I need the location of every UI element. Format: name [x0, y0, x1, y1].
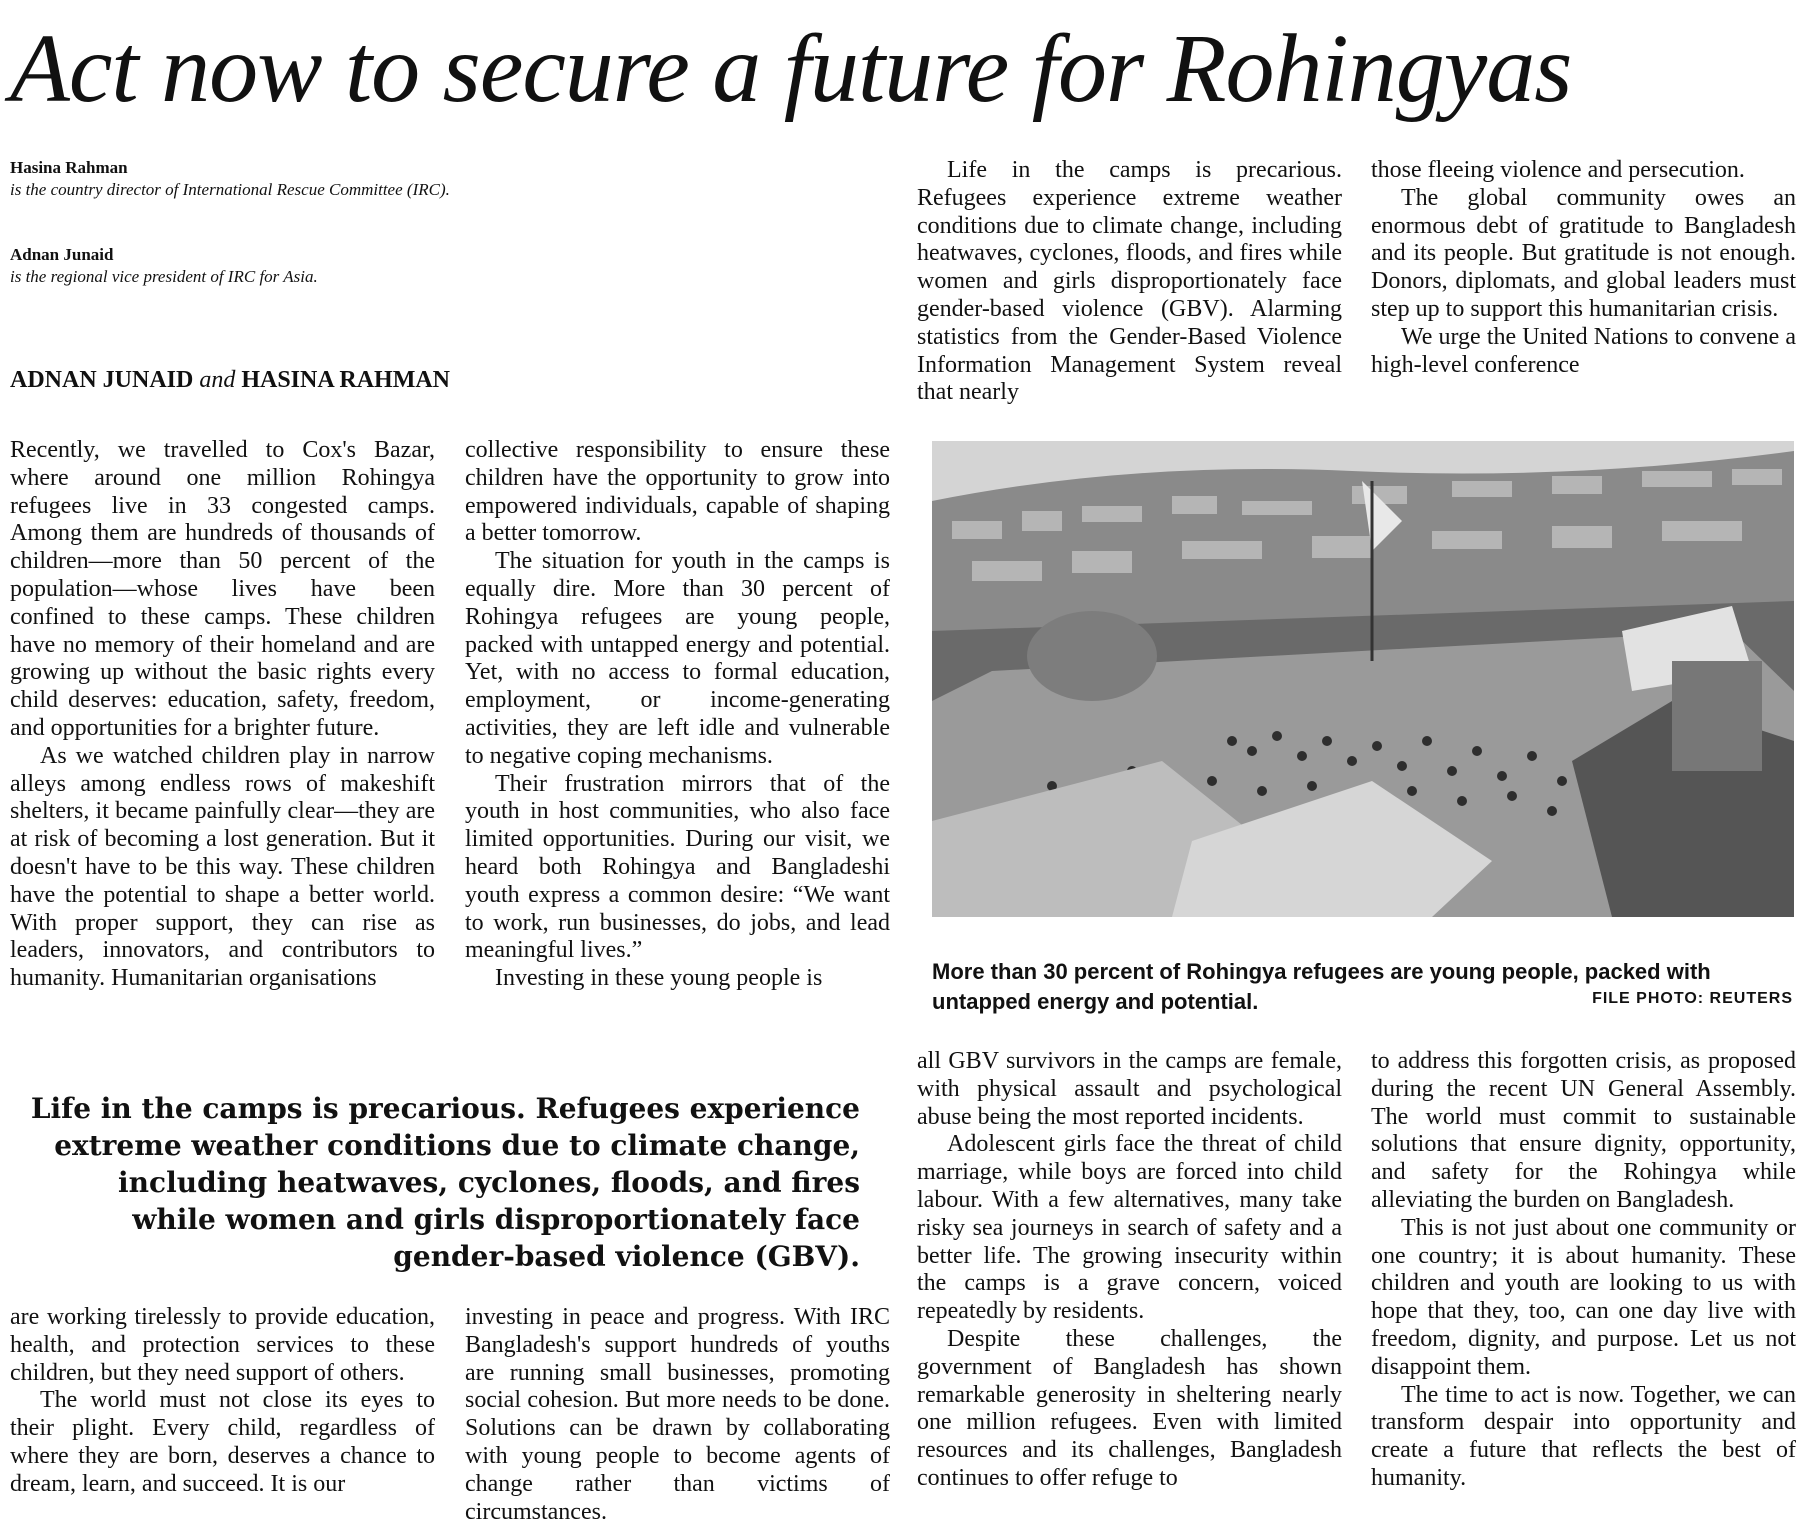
paragraph: Adolescent girls face the threat of child marriage, while boys are forced into child labour. With a few alternatives, many take risky sea journeys in search of safety and a better life. The growing insecurity within the camps is a grave concern, voiced repeatedly by residents. — [917, 1131, 1342, 1325]
article-column-3-top — [917, 157, 1342, 409]
byline-author-1: ADNAN JUNAID — [10, 367, 194, 393]
photo-caption: More than 30 percent of Rohingya refugees are young people, packed with untapped energy and potential. — [932, 959, 1711, 1014]
paragraph: those fleeing violence and persecution. — [1371, 157, 1745, 183]
article-column-2-bottom — [465, 1304, 890, 1530]
article-column-4-top — [1371, 157, 1796, 409]
paragraph: Despite these challenges, the government of Bangladesh has shown remarkable generosity in sheltering nearly one million refugees. Even with limited resources and its challenges, Bangladesh continues to offer refuge to — [917, 1325, 1342, 1491]
paragraph: Recently, we travelled to Cox's Bazar, where around one million Rohingya refugees live in 33 congested camps. Among them are hundreds of thousands of children—more than 50 percent of the population—whose lives have been confined to these camps. These children have no memory of their homeland and are growing up without the basic rights every child deserves: education, safety, freedom, and opportunities for a brighter future. — [10, 437, 435, 741]
camp-photo-illustration — [932, 441, 1794, 917]
author-description: is the country director of International Rescue Committee (IRC). — [10, 180, 450, 200]
byline-author-2: HASINA RAHMAN — [241, 367, 451, 393]
author-bio-1 — [10, 157, 450, 201]
paragraph: The time to act is now. Together, we can transform despair into opportunity and create a future that reflects the best of humanity. — [1371, 1381, 1796, 1491]
paragraph: Life in the camps is precarious. Refugees experience extreme weather conditions due to climate change, including heatwaves, cyclones, floods, and fires while women and girls disproportionately face gender-based violence (GBV). Alarming statistics from the Gender-Based Violence Information Management System reveal that nearly — [917, 157, 1342, 406]
author-bio-2 — [10, 244, 450, 288]
paragraph: The situation for youth in the camps is equally dire. More than 30 percent of Rohingya refugees are young people, packed with untapped energy and potential. Yet, with no access to formal education, employment, or income-generating activities, they are left idle and vulnerable to negative coping mechanisms. — [465, 548, 890, 769]
paragraph: collective responsibility to ensure these children have the opportunity to grow into empowered individuals, capable of shaping a better tomorrow. — [465, 437, 890, 547]
paragraph: As we watched children play in narrow alleys among endless rows of makeshift shelters, it became painfully clear—they are at risk of becoming a lost generation. But it doesn't have to be this way. These children have the potential to shape a better world. With proper support, they can rise as leaders, innovators, and contributors to humanity. Humanitarian organisations — [10, 742, 435, 992]
article-column-1-bottom — [10, 1304, 435, 1530]
byline-conjunction: and — [199, 367, 236, 393]
article-column-1-top — [10, 437, 435, 1051]
article-column-4-bottom — [1371, 1048, 1796, 1530]
paragraph: investing in peace and progress. With IRC Bangladesh's support hundreds of youths are running small businesses, promoting social cohesion. But more needs to be done. Solutions can be drawn by collaborating with young people to become agents of change rather than victims of circumstances. — [465, 1304, 890, 1525]
paragraph: Their frustration mirrors that of the youth in host communities, who also face limited opportunities. During our visit, we heard both Rohingya and Bangladeshi youth express a common desire: “We want to work, run businesses, do jobs, and lead meaningful lives.” — [465, 770, 890, 964]
pull-quote: Life in the camps is precarious. Refugees experience extreme weather conditions due to climate change, including heatwaves, cyclones, floods, and fires while women and girls disproportionately face gender-based violence (GBV). — [30, 1092, 860, 1273]
paragraph: The global community owes an enormous debt of gratitude to Bangladesh and its people. But gratitude is not enough. Donors, diplomats, and global leaders must step up to support this humanitarian crisis. — [1371, 184, 1796, 322]
article-column-3-bottom — [917, 1048, 1342, 1530]
paragraph: all GBV survivors in the camps are female, with physical assault and psychological abuse being the most reported incidents. — [917, 1048, 1342, 1130]
camp-photo — [932, 441, 1794, 917]
author-name: Adnan Junaid — [10, 245, 114, 264]
article-column-2-top — [465, 437, 890, 1051]
author-description: is the regional vice president of IRC for Asia. — [10, 267, 318, 287]
paragraph: We urge the United Nations to convene a high-level conference — [1371, 323, 1796, 378]
author-name: Hasina Rahman — [10, 158, 128, 177]
paragraph: to address this forgotten crisis, as proposed during the recent UN General Assembly. The world must commit to sustainable solutions that ensure dignity, opportunity, and safety for the Rohingya while alleviating the burden on Bangladesh. — [1371, 1048, 1796, 1213]
paragraph: The world must not close its eyes to their plight. Every child, regardless of where they are born, deserves a chance to dream, learn, and succeed. It is our — [10, 1387, 435, 1497]
paragraph: Investing in these young people is — [495, 965, 823, 992]
byline — [10, 367, 450, 394]
photo-credit: FILE PHOTO: REUTERS — [1592, 990, 1793, 1007]
paragraph: are working tirelessly to provide education, health, and protection services to these children, but they need support of others. — [10, 1304, 435, 1386]
paragraph: This is not just about one community or one country; it is about humanity. These children and youth are looking to us with hope that they, too, can one day live with freedom, dignity, and purpose. Let us not disappoint them. — [1371, 1214, 1796, 1380]
headline: Act now to secure a future for Rohingyas — [10, 15, 1572, 123]
